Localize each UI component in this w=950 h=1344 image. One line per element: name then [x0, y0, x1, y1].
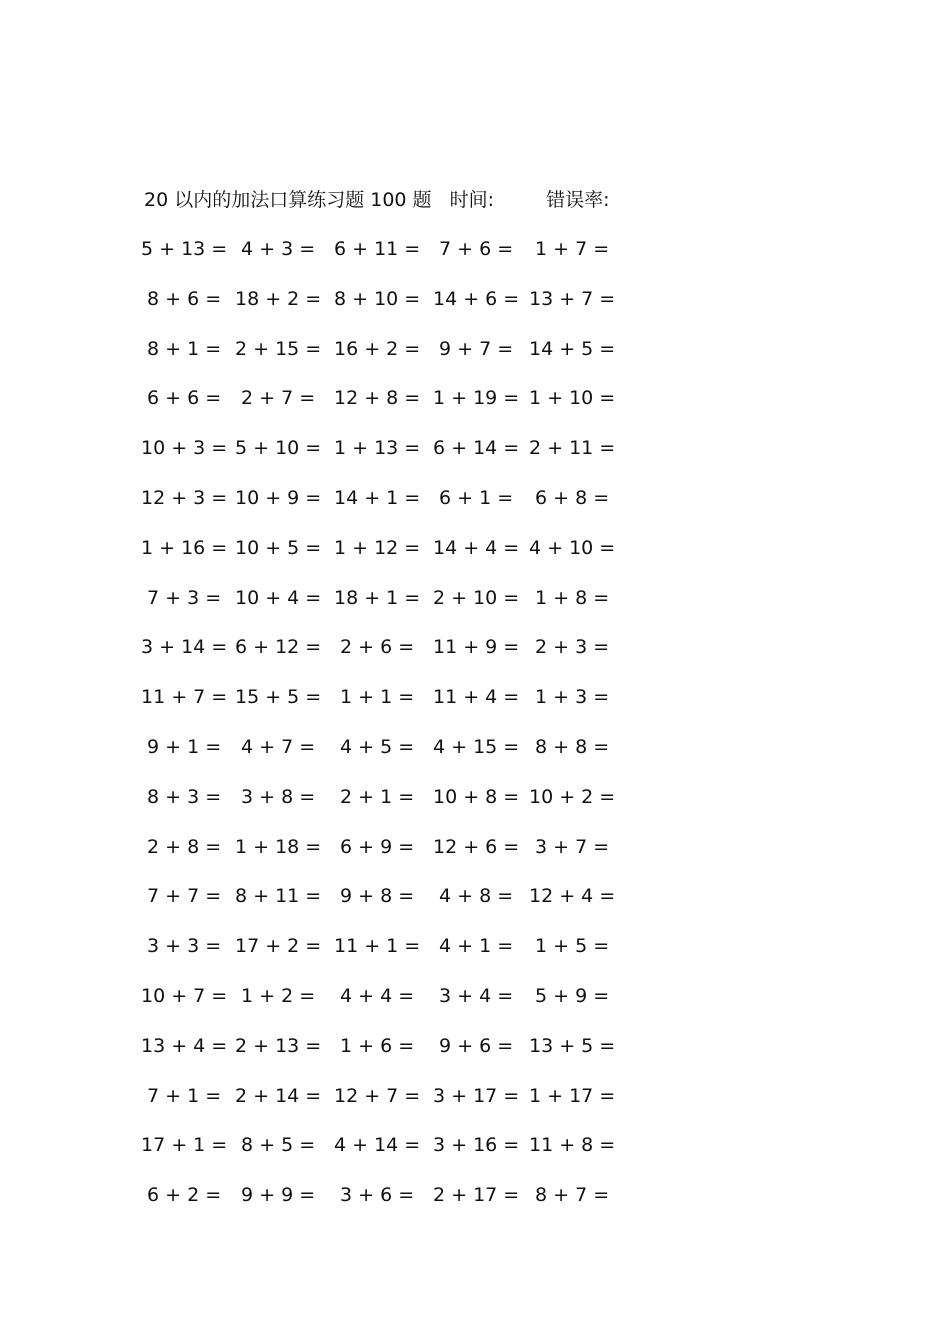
problem-item: 6 + 1 =	[439, 487, 514, 509]
error-rate-label: 错误率:	[546, 189, 610, 211]
problem-item: 1 + 13 =	[334, 437, 421, 460]
problem-item: 8 + 7 =	[535, 1184, 610, 1207]
problem-item: 1 + 18 =	[235, 835, 322, 858]
problem-item: 4 + 15 =	[433, 736, 520, 758]
problem-item: 7 + 7 =	[147, 885, 222, 908]
problem-item: 4 + 8 =	[439, 885, 514, 908]
problem-item: 4 + 3 =	[241, 238, 316, 260]
problem-item: 8 + 6 =	[147, 287, 222, 310]
problem-item: 10 + 5 =	[235, 536, 322, 559]
problem-item: 6 + 14 =	[433, 437, 520, 460]
problem-item: 9 + 1 =	[147, 736, 222, 758]
problem-item: 13 + 4 =	[141, 1034, 228, 1057]
problem-item: 1 + 12 =	[334, 536, 421, 559]
problem-item: 10 + 7 =	[141, 985, 228, 1007]
problem-item: 1 + 5 =	[535, 935, 610, 958]
problem-item: 13 + 5 =	[529, 1034, 616, 1057]
problem-item: 4 + 4 =	[340, 985, 415, 1007]
problem-item: 16 + 2 =	[334, 337, 421, 360]
problem-item: 8 + 10 =	[334, 287, 421, 310]
problem-item: 8 + 11 =	[235, 885, 322, 908]
problem-item: 3 + 16 =	[433, 1134, 520, 1157]
problem-item: 12 + 3 =	[141, 487, 228, 509]
problem-item: 11 + 8 =	[529, 1134, 616, 1157]
time-label: 时间:	[449, 189, 495, 211]
problem-item: 3 + 6 =	[340, 1184, 415, 1207]
problem-item: 1 + 6 =	[340, 1034, 415, 1057]
problem-item: 4 + 7 =	[241, 736, 316, 758]
problem-item: 6 + 11 =	[334, 238, 421, 260]
problem-item: 6 + 12 =	[235, 636, 322, 659]
problem-item: 2 + 10 =	[433, 586, 520, 609]
problem-item: 15 + 5 =	[235, 686, 322, 709]
problem-item: 7 + 6 =	[439, 238, 514, 260]
worksheet-title: 20 以内的加法口算练习题 100 题	[144, 189, 432, 211]
problem-item: 4 + 14 =	[334, 1134, 421, 1157]
problem-item: 3 + 7 =	[535, 835, 610, 858]
problem-item: 4 + 5 =	[340, 736, 415, 758]
problem-item: 11 + 1 =	[334, 935, 421, 958]
problem-item: 1 + 8 =	[535, 586, 610, 609]
problem-item: 2 + 3 =	[535, 636, 610, 659]
problem-item: 12 + 7 =	[334, 1084, 421, 1107]
problem-item: 8 + 1 =	[147, 337, 222, 360]
problem-item: 8 + 5 =	[241, 1134, 316, 1157]
problem-item: 2 + 8 =	[147, 835, 222, 858]
problem-item: 1 + 7 =	[535, 238, 610, 260]
problem-item: 8 + 3 =	[147, 785, 222, 808]
problem-item: 6 + 9 =	[340, 835, 415, 858]
problem-item: 13 + 7 =	[529, 287, 616, 310]
problem-item: 10 + 9 =	[235, 487, 322, 509]
problem-item: 14 + 4 =	[433, 536, 520, 559]
problem-item: 2 + 6 =	[340, 636, 415, 659]
problem-item: 1 + 19 =	[433, 387, 520, 410]
problem-item: 14 + 5 =	[529, 337, 616, 360]
problem-item: 2 + 13 =	[235, 1034, 322, 1057]
problem-item: 8 + 8 =	[535, 736, 610, 758]
problem-item: 7 + 1 =	[147, 1084, 222, 1107]
problem-item: 1 + 10 =	[529, 387, 616, 410]
problem-item: 3 + 14 =	[141, 636, 228, 659]
problem-item: 14 + 6 =	[433, 287, 520, 310]
problem-item: 3 + 4 =	[439, 985, 514, 1007]
problem-item: 2 + 1 =	[340, 785, 415, 808]
problem-item: 4 + 1 =	[439, 935, 514, 958]
problem-item: 17 + 2 =	[235, 935, 322, 958]
problem-item: 2 + 15 =	[235, 337, 322, 360]
problem-item: 3 + 3 =	[147, 935, 222, 958]
problem-item: 1 + 16 =	[141, 536, 228, 559]
problem-item: 10 + 8 =	[433, 785, 520, 808]
problem-item: 1 + 2 =	[241, 985, 316, 1007]
problem-item: 1 + 3 =	[535, 686, 610, 709]
problem-item: 11 + 7 =	[141, 686, 228, 709]
problem-item: 9 + 6 =	[439, 1034, 514, 1057]
problem-item: 3 + 17 =	[433, 1084, 520, 1107]
problem-item: 5 + 13 =	[141, 238, 228, 260]
problem-item: 3 + 8 =	[241, 785, 316, 808]
problem-item: 17 + 1 =	[141, 1134, 228, 1157]
problem-item: 12 + 8 =	[334, 387, 421, 410]
problem-item: 9 + 8 =	[340, 885, 415, 908]
problem-item: 11 + 9 =	[433, 636, 520, 659]
problem-item: 12 + 4 =	[529, 885, 616, 908]
problem-item: 18 + 2 =	[235, 287, 322, 310]
problem-item: 2 + 17 =	[433, 1184, 520, 1207]
problem-item: 7 + 3 =	[147, 586, 222, 609]
problem-item: 2 + 11 =	[529, 437, 616, 460]
problem-item: 6 + 6 =	[147, 387, 222, 410]
problem-item: 10 + 4 =	[235, 586, 322, 609]
problem-item: 12 + 6 =	[433, 835, 520, 858]
problem-item: 10 + 3 =	[141, 437, 228, 460]
problem-item: 14 + 1 =	[334, 487, 421, 509]
problem-item: 6 + 8 =	[535, 487, 610, 509]
problem-item: 4 + 10 =	[529, 536, 616, 559]
problem-item: 6 + 2 =	[147, 1184, 222, 1207]
problem-item: 18 + 1 =	[334, 586, 421, 609]
problem-item: 1 + 1 =	[340, 686, 415, 709]
problem-item: 2 + 7 =	[241, 387, 316, 410]
problem-item: 9 + 7 =	[439, 337, 514, 360]
problem-item: 5 + 10 =	[235, 437, 322, 460]
problem-item: 2 + 14 =	[235, 1084, 322, 1107]
problem-item: 10 + 2 =	[529, 785, 616, 808]
problem-item: 5 + 9 =	[535, 985, 610, 1007]
problem-item: 1 + 17 =	[529, 1084, 616, 1107]
problem-item: 11 + 4 =	[433, 686, 520, 709]
problem-item: 9 + 9 =	[241, 1184, 316, 1207]
